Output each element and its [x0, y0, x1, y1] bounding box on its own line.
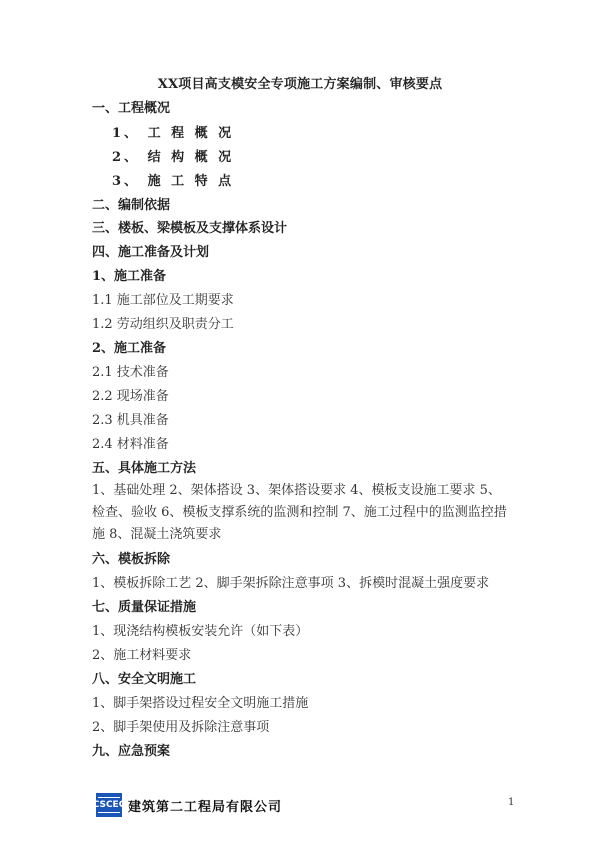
section-4-heading: 四、施工准备及计划 — [92, 245, 210, 260]
subsection-1-3: 3、 施 工 特 点 — [112, 174, 235, 189]
list-item: 2.1 技术准备 — [92, 365, 169, 380]
list-item: 1、脚手架搭设过程安全文明施工措施 — [92, 696, 309, 711]
section-6-paragraph: 1、模板拆除工艺 2、脚手架拆除注意事项 3、拆模时混凝土强度要求 — [92, 576, 490, 591]
page-number: 1 — [508, 797, 515, 808]
section-4-part-2-heading: 2、施工准备 — [92, 341, 167, 356]
list-item: 2.2 现场准备 — [92, 389, 169, 404]
section-3-heading: 三、楼板、梁模板及支撑体系设计 — [92, 221, 288, 236]
list-item: 2、施工材料要求 — [92, 648, 192, 663]
document-title: XX项目高支模安全专项施工方案编制、审核要点 — [157, 77, 443, 92]
company-logo — [92, 793, 126, 817]
section-7-heading: 七、质量保证措施 — [92, 600, 197, 615]
section-8-heading: 八、安全文明施工 — [92, 672, 197, 687]
list-item: 2.3 机具准备 — [92, 413, 169, 428]
company-name: 建筑第二工程局有限公司 — [128, 799, 283, 815]
list-item: 1.2 劳动组织及职责分工 — [92, 317, 234, 332]
list-item: 1、现浇结构模板安装允许（如下表） — [92, 624, 309, 639]
section-1-heading: 一、工程概况 — [92, 101, 171, 116]
list-item: 1.1 施工部位及工期要求 — [92, 293, 234, 308]
list-item: 2、脚手架使用及拆除注意事项 — [92, 720, 270, 735]
subsection-1-1: 1、 工 程 概 况 — [112, 126, 235, 141]
section-6-heading: 六、模板拆除 — [92, 552, 171, 567]
section-2-heading: 二、编制依据 — [92, 198, 171, 213]
section-5-heading: 五、具体施工方法 — [92, 461, 197, 476]
subsection-1-2: 2、 结 构 概 况 — [112, 150, 235, 165]
section-5-paragraph: 1、基础处理 2、架体搭设 3、架体搭设要求 4、模板支设施工要求 5、检查、验收 6、模板支撑系统的监测和控制 7、施工过程中的监测监控措施 8、混凝土浇筑要求 — [92, 483, 507, 542]
section-9-heading: 九、应急预案 — [92, 744, 171, 759]
list-item: 2.4 材料准备 — [92, 437, 169, 452]
logo-text: CSCEC — [92, 799, 126, 810]
page-footer — [92, 792, 283, 818]
section-4-part-1-heading: 1、施工准备 — [92, 269, 167, 284]
